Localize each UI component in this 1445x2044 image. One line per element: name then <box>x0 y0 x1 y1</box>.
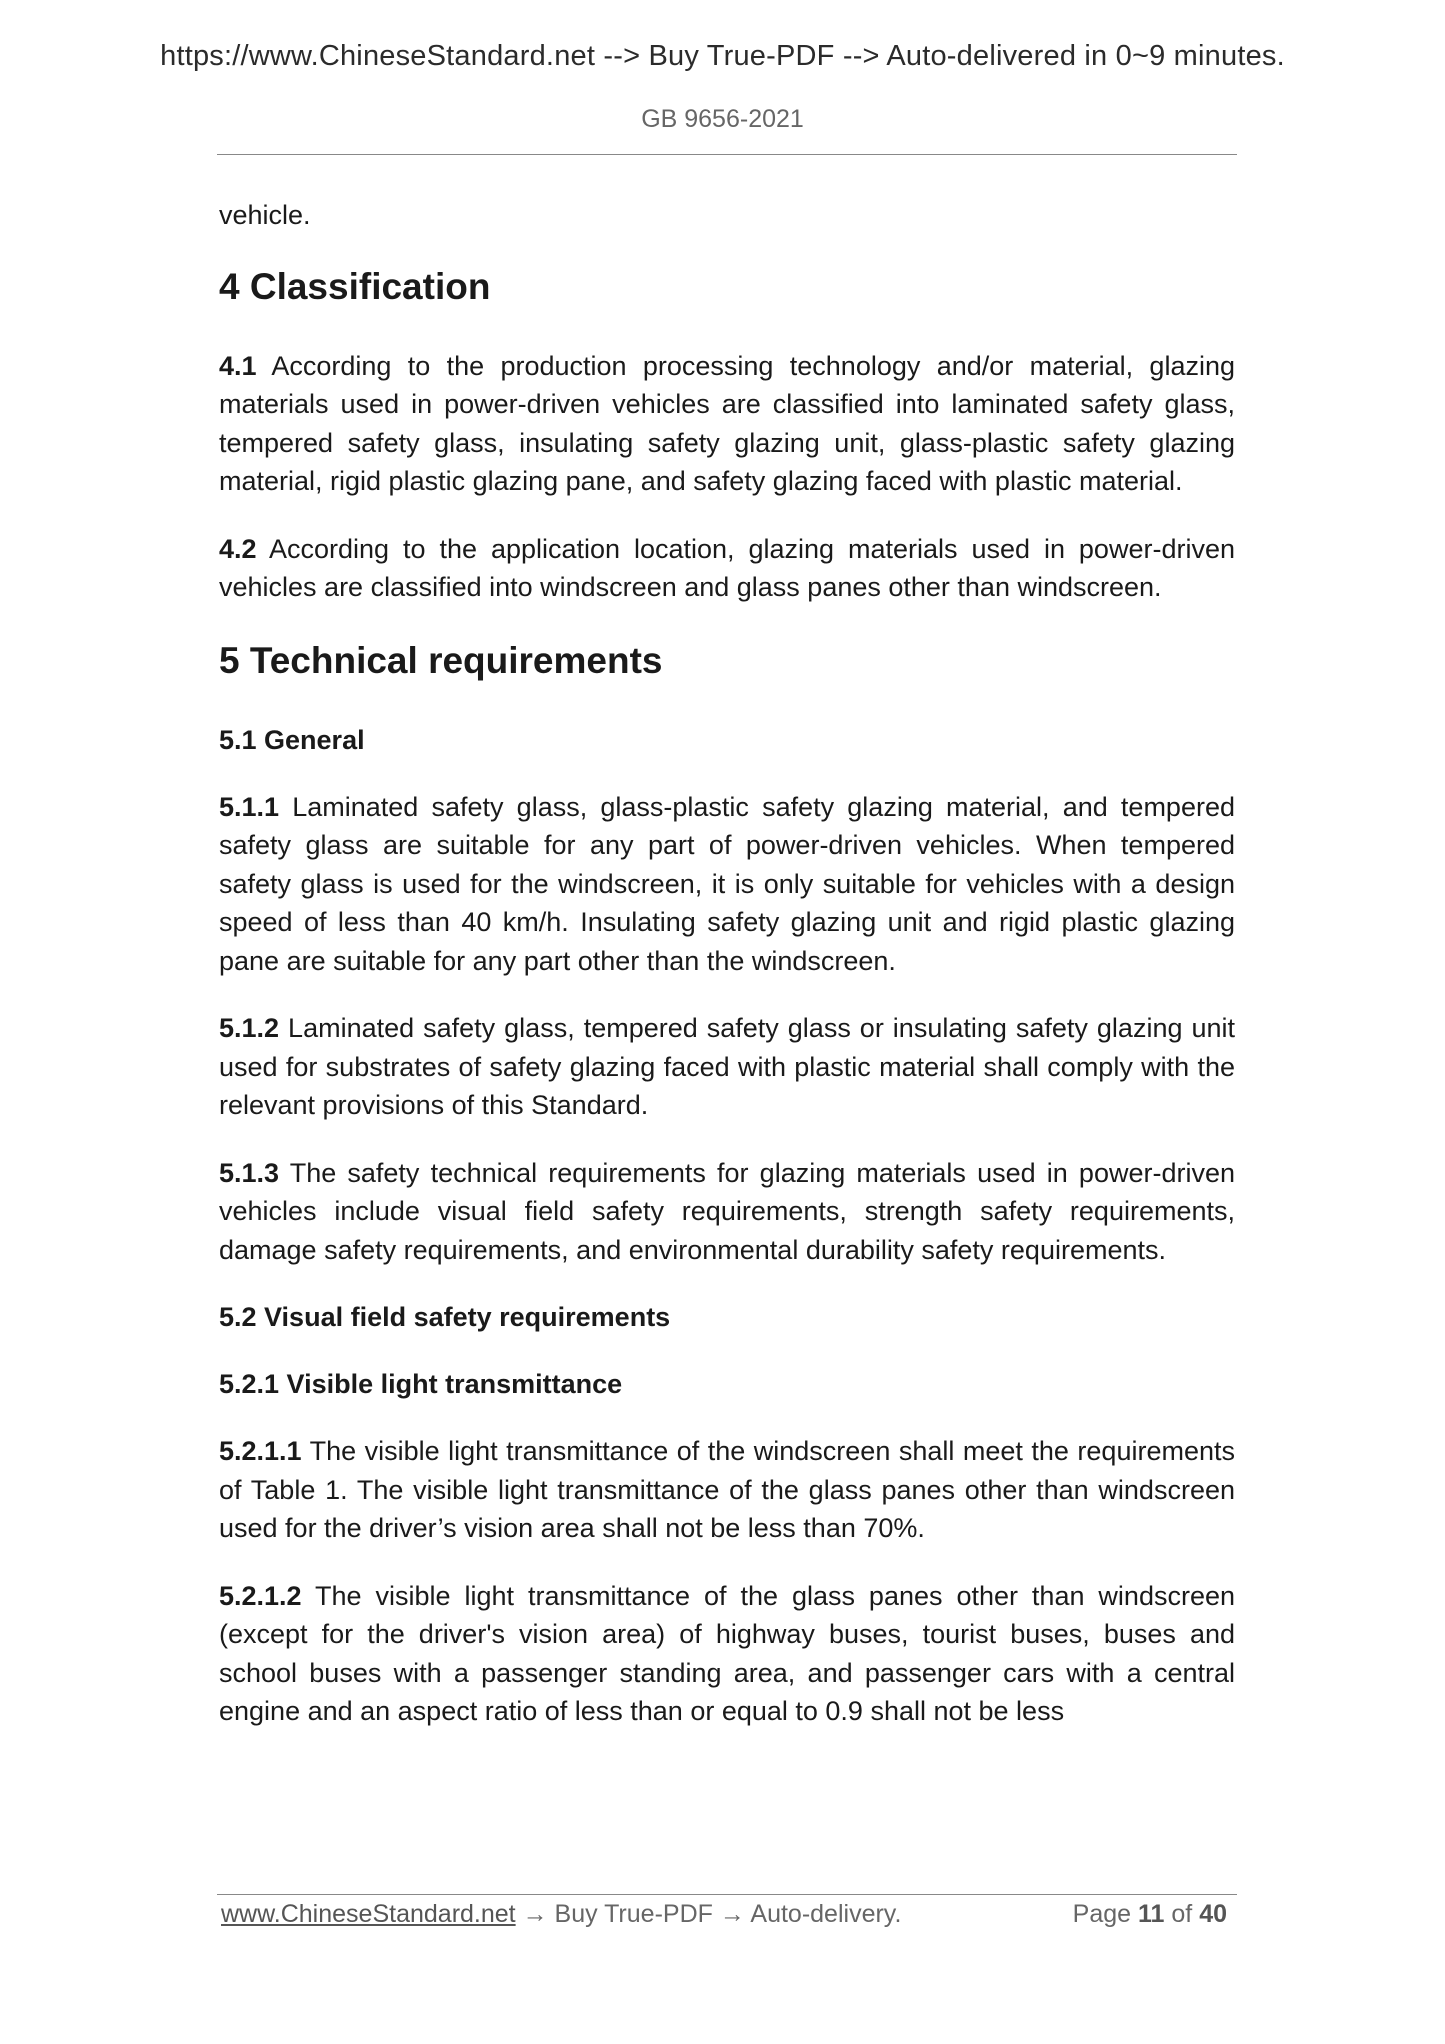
clause-5-2-1-1 <box>219 1432 1235 1548</box>
clause-number: 5.2.1.2 <box>219 1580 302 1611</box>
continued-text: vehicle. <box>219 200 311 230</box>
source-banner: https://www.ChineseStandard.net --> Buy True-PDF --> Auto-delivered in 0~9 minutes. <box>160 40 1285 72</box>
clause-text: The visible light transmittance of the windscreen shall meet the requirements of Table 1. The visible light transmittance of the glass panes other than windscreen used for the driver’s vision area shall not be less than 70%. <box>219 1436 1235 1543</box>
section-5-2-heading: 5.2 Visual field safety requirements <box>219 1302 671 1332</box>
footer-tagline: → Buy True-PDF → Auto-delivery. <box>515 1900 902 1928</box>
of-label: of <box>1171 1900 1193 1928</box>
document-code: GB 9656-2021 <box>641 105 804 133</box>
clause-text: Laminated safety glass, tempered safety glass or insulating safety glazing unit used for substrates of safety glazing faced with plastic material shall comply with the relevant provisions of this Standard. <box>219 1013 1235 1120</box>
section-5-heading: 5 Technical requirements <box>219 639 663 681</box>
footer-website-link[interactable]: www.ChineseStandard.net <box>221 1900 516 1928</box>
clause-5-1-2 <box>219 1009 1235 1125</box>
clause-number: 5.1.2 <box>219 1013 280 1043</box>
clause-text: The safety technical requirements for glazing materials used in power-driven vehicles include visual field safety requirements, strength safety requirements, damage safety requirements, and environmental durability safety requirements. <box>219 1157 1235 1265</box>
clause-5-1-3 <box>219 1154 1235 1270</box>
clause-5-1-1 <box>219 788 1235 981</box>
clause-5-2-1-2 <box>219 1577 1235 1731</box>
page-label: Page <box>1072 1900 1132 1928</box>
clause-number: 5.1.1 <box>219 791 280 822</box>
page-indicator <box>1073 1900 1227 1929</box>
header-divider <box>217 154 1237 155</box>
clause-number: 5.2.1.1 <box>219 1436 302 1466</box>
page-total: 40 <box>1199 1900 1227 1928</box>
clause-number: 5.1.3 <box>219 1157 280 1188</box>
clause-number: 4.1 <box>219 350 257 381</box>
clause-4-1 <box>219 347 1235 501</box>
section-4-heading: 4 Classification <box>219 265 491 307</box>
footer-divider <box>217 1894 1237 1895</box>
clause-text: According to the production processing technology and/or material, glazing materials used in power-driven vehicles are classified into laminated safety glass, tempered safety glass, insulating safety glazing unit, glass-plastic safety glazing material, rigid plastic glazing pane, and safety glazing faced with plastic material. <box>219 350 1235 496</box>
clause-4-2 <box>219 530 1235 607</box>
section-5-2-1-heading: 5.2.1 Visible light transmittance <box>219 1369 623 1399</box>
clause-number: 4.2 <box>219 533 257 564</box>
clause-text: The visible light transmittance of the glass panes other than windscreen (except for the driver's vision area) of highway buses, tourist buses, buses and school buses with a passenger standing area, and passenger cars with a central engine and an aspect ratio of less than or equal to 0.9 shall not be less <box>219 1580 1235 1726</box>
section-5-1-heading: 5.1 General <box>219 724 365 755</box>
page-number: 11 <box>1137 1900 1165 1928</box>
page-body <box>219 196 1235 1760</box>
clause-text: According to the application location, glazing materials used in power-driven vehicles are classified into windscreen and glass panes other than windscreen. <box>219 533 1235 602</box>
clause-text: Laminated safety glass, glass-plastic safety glazing material, and tempered safety glass are suitable for any part of power-driven vehicles. When tempered safety glass is used for the windscreen, it is only suitable for vehicles with a design speed of less than 40 km/h. Insulating safety glazing unit and rigid plastic glazing pane are suitable for any part other than the windscreen. <box>219 791 1235 976</box>
page-footer <box>221 1900 1235 1929</box>
